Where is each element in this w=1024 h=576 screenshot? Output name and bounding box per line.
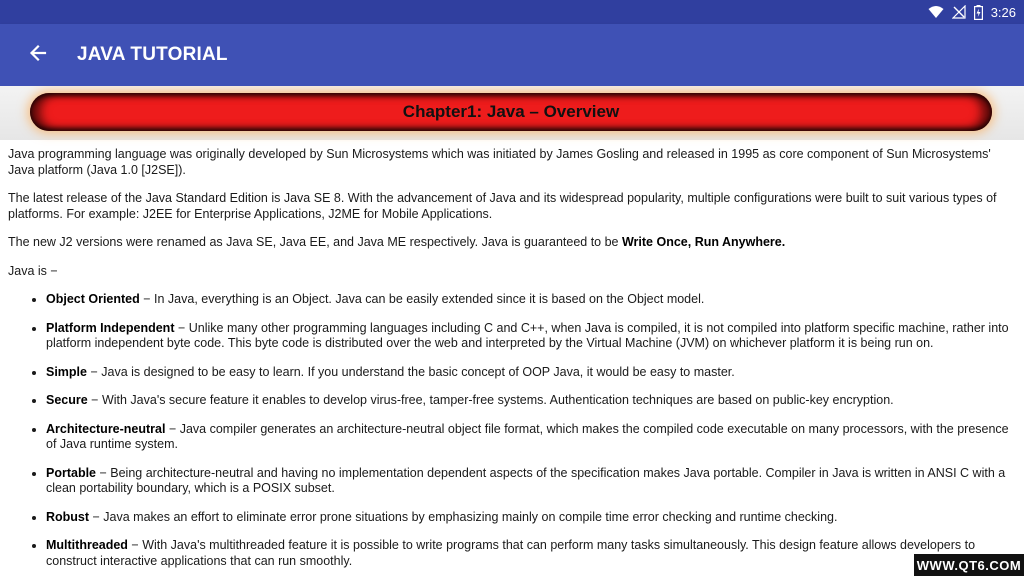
feature-term: Multithreaded: [46, 538, 128, 552]
feature-term: Simple: [46, 364, 87, 379]
java-is-paragraph: Java is −: [8, 263, 58, 278]
content-scroll[interactable]: [0, 86, 1024, 576]
feature-desc: − With Java's secure feature it enables to develop virus-free, tamper-free systems. Authentication techniques are based on public-key encryption.: [87, 393, 894, 407]
feature-term: Secure: [46, 393, 88, 407]
list-item: [46, 510, 1016, 526]
list-item: [46, 321, 1016, 352]
list-item: [46, 365, 1016, 381]
chapter-band: [0, 86, 1024, 140]
chapter-title: Chapter1: Java – Overview: [402, 102, 620, 121]
feature-desc: − Being architecture-neutral and having no implementation dependent aspects of the specification makes Java portable. Compiler in Java is written in ANSI C with a clean portability boundary, which is a POSIX subset.: [46, 465, 1006, 495]
feature-desc: − Unlike many other programming languages including C and C++, when Java is compiled, it is not compiled into platform specific machine, rather into platform independent byte code. This byte code is distributed over the web and interpreted by the Virtual Machine (JVM) on whichever platform it is being run on.: [46, 320, 1009, 350]
list-item: [46, 292, 1016, 308]
article: [0, 140, 1024, 569]
list-item: [46, 422, 1016, 453]
versions-paragraph: [8, 235, 1016, 251]
feature-term: Robust: [46, 509, 90, 524]
feature-term: Object Oriented: [46, 292, 140, 306]
feature-desc: − Java compiler generates an architecture-neutral object file format, which makes the compiled code executable on many processors, with the presence of Java runtime system.: [46, 421, 1009, 451]
wifi-icon: [928, 5, 944, 19]
status-bar: [0, 0, 1024, 24]
chapter-banner: [30, 93, 992, 131]
app-title: JAVA TUTORIAL: [77, 44, 228, 65]
watermark-logo: WWW.QT6.COM: [914, 554, 1024, 576]
feature-list: [8, 292, 1016, 569]
feature-desc: − Java is designed to be easy to learn. If you understand the basic concept of OOP Java, it would be easy to master.: [87, 364, 735, 379]
feature-term: Platform Independent: [46, 320, 175, 335]
list-item: [46, 538, 1016, 569]
intro-paragraph-2: The latest release of the Java Standard Edition is Java SE 8. With the advancement of Java and its widespread popularity, multiple configurations were built to suit various types of platforms. For example: J2EE for Enterprise Applications, J2ME for Mobile Applications.: [8, 191, 997, 221]
feature-desc: − In Java, everything is an Object. Java can be easily extended since it is based on the Object model.: [139, 292, 705, 306]
app-bar: [0, 24, 1024, 86]
intro-paragraph-1: Java programming language was originally developed by Sun Microsystems which was initiated by James Gosling and released in 1995 as core component of Sun Microsystems' Java platform (Java 1.0 [J2SE]).: [8, 147, 991, 177]
arrow-left-icon: [29, 44, 47, 67]
versions-text: The new J2 versions were renamed as Java SE, Java EE, and Java ME respectively. Java is guaranteed to be: [8, 235, 622, 249]
status-time: 3:26: [990, 4, 1016, 20]
feature-term: Architecture-neutral: [46, 421, 166, 436]
feature-term: Portable: [46, 465, 97, 480]
battery-charging-icon: [974, 5, 983, 20]
feature-desc: − Java makes an effort to eliminate error prone situations by emphasizing mainly on compile time error checking and runtime checking.: [89, 509, 838, 524]
no-signal-icon: [952, 5, 966, 19]
versions-emphasis: Write Once, Run Anywhere.: [621, 235, 786, 249]
list-item: [46, 393, 1016, 409]
feature-desc: − With Java's multithreaded feature it is possible to write programs that can perform many tasks simultaneously. This design feature allows developers to construct interactive applications that can run smoothly.: [46, 538, 976, 568]
back-button[interactable]: [18, 35, 58, 75]
list-item: [46, 466, 1016, 497]
